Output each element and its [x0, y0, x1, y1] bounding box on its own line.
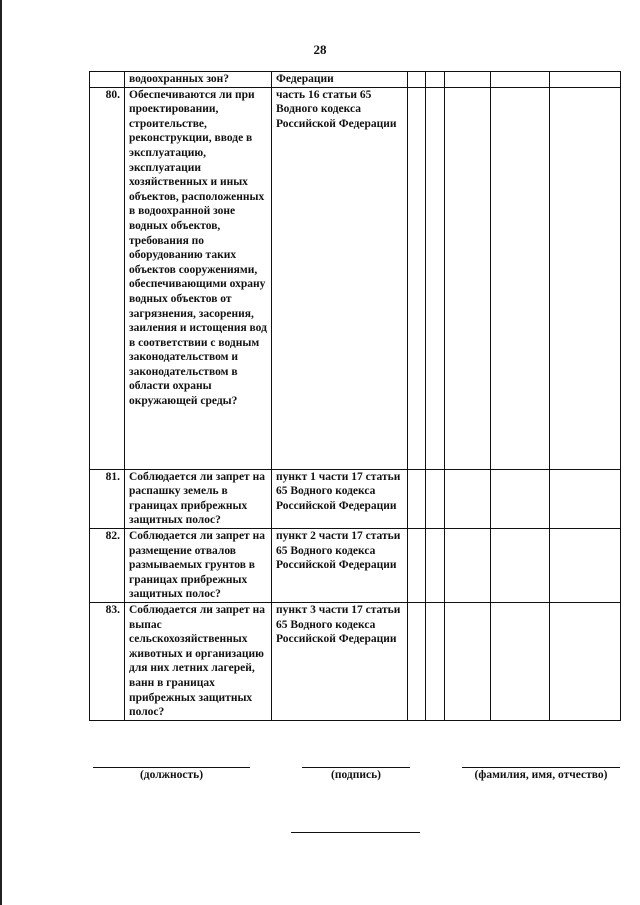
question-cell: водоохранных зон? [125, 72, 272, 88]
bottom-rule [291, 832, 420, 833]
reference-cell: Федерации [272, 72, 408, 88]
row-number: 81. [90, 469, 125, 528]
table-row [90, 72, 621, 88]
check-cell-extra [491, 87, 550, 469]
full-name-signature-line [462, 767, 620, 768]
checklist-table [89, 71, 621, 721]
check-cell-extra [491, 528, 550, 602]
signature-line [302, 767, 410, 768]
note-cell [550, 72, 621, 88]
table-row [90, 87, 621, 469]
check-cell-yes [408, 72, 426, 88]
check-cell-no [426, 602, 445, 720]
note-cell [550, 602, 621, 720]
table-row [90, 469, 621, 528]
row-number: 82. [90, 528, 125, 602]
signature-label: (подпись) [331, 769, 381, 781]
check-cell-yes [408, 528, 426, 602]
note-cell [550, 87, 621, 469]
check-cell-na [445, 72, 491, 88]
reference-cell: пункт 3 части 17 статьи 65 Водного кодекса Российской Федерации [272, 602, 408, 720]
table-row [90, 528, 621, 602]
page-number: 28 [313, 42, 327, 57]
row-number: 83. [90, 602, 125, 720]
reference-cell: часть 16 статьи 65 Водного кодекса Российской Федерации [272, 87, 408, 469]
note-cell [550, 528, 621, 602]
question-cell: Соблюдается ли запрет на выпас сельскохозяйственных животных и организацию для них летних лагерей, ванн в границах прибрежных защитных полос? [125, 602, 272, 720]
check-cell-extra [491, 602, 550, 720]
full-name-label: (фамилия, имя, отчество) [474, 769, 608, 781]
question-cell: Соблюдается ли запрет на распашку земель в границах прибрежных защитных полос? [125, 469, 272, 528]
question-cell: Обеспечиваются ли при проектировании, строительстве, реконструкции, вводе в эксплуатацию, эксплуатации хозяйственных и иных объектов, расположенных в водоохранной зоне водных объектов, требования по оборудованию таких объектов сооружениями, обеспечивающими охрану водных объектов от загрязнения, засорения, заиления и истощения вод в соответствии с водным законодательством и законодательством в области охраны окружающей среды? [125, 87, 272, 469]
page-left-edge [0, 0, 2, 905]
check-cell-na [445, 469, 491, 528]
check-cell-yes [408, 87, 426, 469]
check-cell-no [426, 528, 445, 602]
check-cell-na [445, 87, 491, 469]
note-cell [550, 469, 621, 528]
row-number [90, 72, 125, 88]
check-cell-na [445, 528, 491, 602]
reference-cell: пункт 1 части 17 статьи 65 Водного кодекса Российской Федерации [272, 469, 408, 528]
check-cell-no [426, 87, 445, 469]
table-row [90, 602, 621, 720]
question-cell: Соблюдается ли запрет на размещение отвалов размываемых грунтов в границах прибрежных защитных полос? [125, 528, 272, 602]
check-cell-yes [408, 602, 426, 720]
check-cell-no [426, 469, 445, 528]
row-number: 80. [90, 87, 125, 469]
check-cell-extra [491, 72, 550, 88]
check-cell-yes [408, 469, 426, 528]
check-cell-na [445, 602, 491, 720]
position-label: (должность) [139, 769, 204, 781]
reference-cell: пункт 2 части 17 статьи 65 Водного кодекса Российской Федерации [272, 528, 408, 602]
position-signature-line [93, 767, 250, 768]
check-cell-no [426, 72, 445, 88]
check-cell-extra [491, 469, 550, 528]
